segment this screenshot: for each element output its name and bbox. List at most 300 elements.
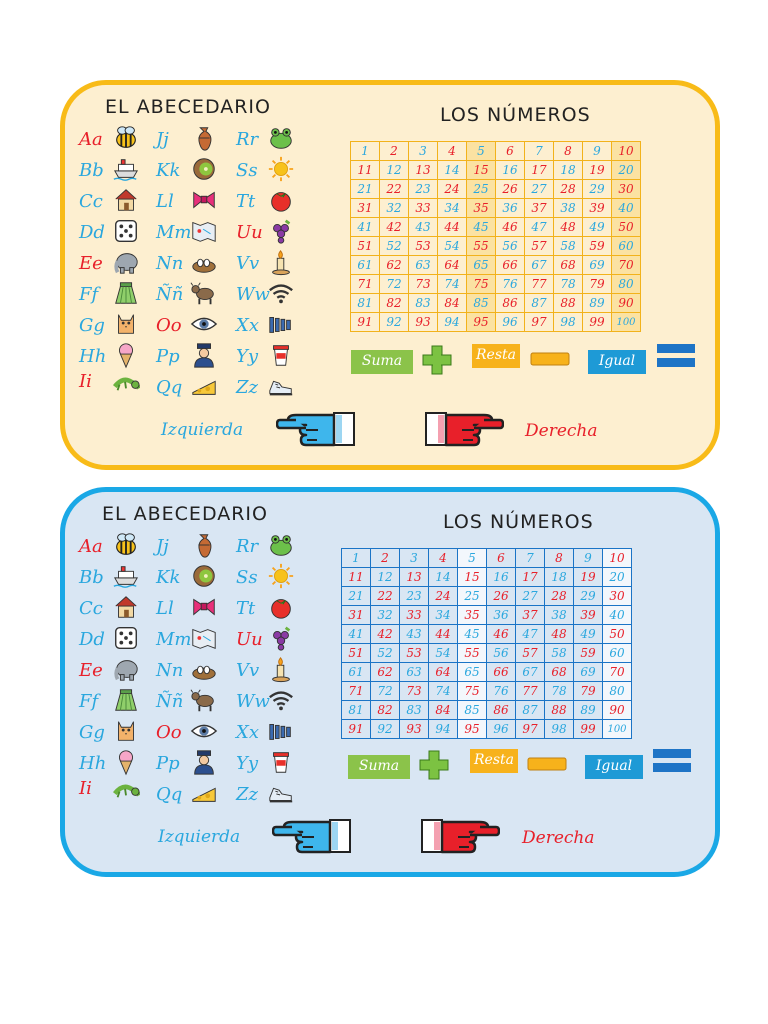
letter-gg: Gg (79, 722, 105, 743)
number-cell: 72 (371, 682, 400, 701)
eye-icon (190, 310, 218, 338)
number-cell: 20 (603, 568, 632, 587)
number-cell: 59 (574, 644, 603, 663)
number-cell: 36 (496, 199, 525, 218)
letter-dd: Dd (79, 222, 105, 243)
number-cell: 49 (574, 625, 603, 644)
cheese-icon (190, 779, 218, 807)
number-cell: 84 (429, 701, 458, 720)
police-icon (190, 341, 218, 369)
number-cell: 89 (574, 701, 603, 720)
letter-qq: Qq (156, 377, 183, 398)
number-cell: 14 (429, 568, 458, 587)
letter-rr: Rr (236, 129, 259, 150)
grid-row (351, 256, 641, 275)
number-cell: 80 (612, 275, 641, 294)
right-hand-icon (420, 816, 500, 860)
skirt-icon (112, 686, 140, 714)
number-cell: 1 (351, 142, 380, 161)
number-cell: 17 (516, 568, 545, 587)
number-cell: 28 (554, 180, 583, 199)
number-cell: 40 (612, 199, 641, 218)
number-cell: 10 (603, 549, 632, 568)
letter-tt: Tt (236, 191, 256, 212)
letter-pp: Pp (156, 346, 180, 367)
numbers-title: LOS NÚMEROS (443, 511, 594, 533)
letter-hh: Hh (79, 753, 107, 774)
number-cell: 92 (371, 720, 400, 739)
number-cell: 2 (371, 549, 400, 568)
number-cell: 26 (487, 587, 516, 606)
cheese-icon (190, 372, 218, 400)
letter-cc: Cc (79, 191, 103, 212)
number-cell: 65 (467, 256, 496, 275)
number-cell: 64 (429, 663, 458, 682)
number-cell: 58 (554, 237, 583, 256)
number-cell: 28 (545, 587, 574, 606)
letter-vv: Vv (236, 660, 260, 681)
number-cell: 75 (467, 275, 496, 294)
letter-yy: Yy (236, 753, 259, 774)
number-cell: 70 (603, 663, 632, 682)
number-cell: 2 (380, 142, 409, 161)
number-cell: 92 (380, 313, 409, 332)
number-cell: 45 (467, 218, 496, 237)
letter-ññ: Ññ (156, 284, 184, 305)
number-cell: 96 (487, 720, 516, 739)
number-cell: 3 (400, 549, 429, 568)
letter-qq: Qq (156, 784, 183, 805)
police-icon (190, 748, 218, 776)
vase-icon (190, 531, 218, 559)
number-cell: 97 (525, 313, 554, 332)
number-cell: 51 (351, 237, 380, 256)
number-cell: 90 (612, 294, 641, 313)
iguana-icon (112, 366, 140, 394)
cat-icon (112, 717, 140, 745)
grid-row (351, 199, 641, 218)
number-cell: 91 (351, 313, 380, 332)
nest-icon (190, 248, 218, 276)
grid-row (351, 313, 641, 332)
number-cell: 18 (554, 161, 583, 180)
number-cell: 99 (574, 720, 603, 739)
number-cell: 20 (612, 161, 641, 180)
skirt-icon (112, 279, 140, 307)
number-cell: 68 (554, 256, 583, 275)
kiwi-icon (190, 155, 218, 183)
grapes-icon (267, 217, 295, 245)
equals-icon (652, 747, 692, 775)
number-cell: 82 (371, 701, 400, 720)
number-cell: 63 (409, 256, 438, 275)
number-cell: 58 (545, 644, 574, 663)
number-cell: 35 (467, 199, 496, 218)
number-cell: 12 (371, 568, 400, 587)
letter-ff: Ff (79, 691, 99, 712)
ship-icon (112, 562, 140, 590)
map-icon (190, 217, 218, 245)
xylophone-icon (267, 310, 295, 338)
number-cell: 37 (516, 606, 545, 625)
number-cell: 90 (603, 701, 632, 720)
number-cell: 83 (400, 701, 429, 720)
bow-icon (190, 186, 218, 214)
number-cell: 79 (583, 275, 612, 294)
number-cell: 49 (583, 218, 612, 237)
house-icon (112, 593, 140, 621)
number-cell: 88 (545, 701, 574, 720)
dice-icon (112, 624, 140, 652)
number-cell: 65 (458, 663, 487, 682)
number-cell: 76 (496, 275, 525, 294)
number-cell: 85 (467, 294, 496, 313)
plus-icon (421, 344, 453, 376)
grid-row (342, 549, 632, 568)
equals-icon (656, 342, 696, 370)
number-cell: 78 (545, 682, 574, 701)
sneaker-icon (267, 372, 295, 400)
letter-ff: Ff (79, 284, 99, 305)
number-cell: 94 (429, 720, 458, 739)
bee-icon (112, 124, 140, 152)
number-cell: 19 (574, 568, 603, 587)
number-cell: 97 (516, 720, 545, 739)
ice-cream-icon (112, 341, 140, 369)
number-cell: 24 (438, 180, 467, 199)
number-cell: 62 (380, 256, 409, 275)
number-cell: 18 (545, 568, 574, 587)
frog-icon (267, 124, 295, 152)
nest-icon (190, 655, 218, 683)
tomato-icon (267, 186, 295, 214)
grid-row (342, 720, 632, 739)
number-cell: 93 (400, 720, 429, 739)
grid-row (342, 587, 632, 606)
number-cell: 12 (380, 161, 409, 180)
number-cell: 77 (525, 275, 554, 294)
number-cell: 94 (438, 313, 467, 332)
number-cell: 11 (351, 161, 380, 180)
vase-icon (190, 124, 218, 152)
number-cell: 62 (371, 663, 400, 682)
left-hand-icon (272, 816, 352, 860)
sun-icon (267, 155, 295, 183)
frog-icon (267, 531, 295, 559)
number-cell: 73 (400, 682, 429, 701)
number-cell: 69 (583, 256, 612, 275)
number-cell: 100 (612, 313, 641, 332)
number-cell: 79 (574, 682, 603, 701)
grapes-icon (267, 624, 295, 652)
number-cell: 26 (496, 180, 525, 199)
number-cell: 42 (380, 218, 409, 237)
letter-nn: Nn (156, 253, 184, 274)
number-cell: 10 (612, 142, 641, 161)
number-cell: 95 (458, 720, 487, 739)
number-cell: 5 (458, 549, 487, 568)
resta-label: Resta (470, 749, 518, 773)
alphabet-title: EL ABECEDARIO (105, 96, 271, 118)
number-cell: 88 (554, 294, 583, 313)
letter-bb: Bb (79, 567, 104, 588)
number-cell: 71 (351, 275, 380, 294)
letter-aa: Aa (79, 536, 103, 557)
number-cell: 29 (574, 587, 603, 606)
number-cell: 41 (351, 218, 380, 237)
letter-oo: Oo (156, 315, 182, 336)
grid-row (342, 663, 632, 682)
number-cell: 53 (409, 237, 438, 256)
number-cell: 43 (400, 625, 429, 644)
number-cell: 61 (351, 256, 380, 275)
number-cell: 67 (525, 256, 554, 275)
number-cell: 46 (487, 625, 516, 644)
letter-bb: Bb (79, 160, 104, 181)
number-cell: 99 (583, 313, 612, 332)
kiwi-icon (190, 562, 218, 590)
number-cell: 27 (516, 587, 545, 606)
sun-icon (267, 562, 295, 590)
xylophone-icon (267, 717, 295, 745)
grid-row (342, 644, 632, 663)
number-grid (350, 141, 641, 332)
number-cell: 33 (409, 199, 438, 218)
candle-icon (267, 248, 295, 276)
number-cell: 24 (429, 587, 458, 606)
number-cell: 52 (380, 237, 409, 256)
grid-row (342, 606, 632, 625)
number-cell: 21 (342, 587, 371, 606)
iguana-icon (112, 773, 140, 801)
number-cell: 5 (467, 142, 496, 161)
number-cell: 6 (496, 142, 525, 161)
grid-row (351, 180, 641, 199)
number-cell: 75 (458, 682, 487, 701)
number-cell: 47 (516, 625, 545, 644)
number-cell: 48 (554, 218, 583, 237)
number-cell: 85 (458, 701, 487, 720)
ice-cream-icon (112, 748, 140, 776)
number-cell: 22 (371, 587, 400, 606)
number-cell: 86 (487, 701, 516, 720)
number-cell: 87 (525, 294, 554, 313)
grid-row (351, 218, 641, 237)
number-cell: 71 (342, 682, 371, 701)
number-cell: 30 (603, 587, 632, 606)
letter-ss: Ss (236, 567, 258, 588)
number-cell: 39 (574, 606, 603, 625)
letter-ii: Ii (79, 371, 92, 392)
number-cell: 19 (583, 161, 612, 180)
ship-icon (112, 155, 140, 183)
number-cell: 39 (583, 199, 612, 218)
letter-xx: Xx (236, 315, 259, 336)
number-cell: 44 (438, 218, 467, 237)
number-cell: 13 (409, 161, 438, 180)
number-cell: 86 (496, 294, 525, 313)
number-cell: 77 (516, 682, 545, 701)
number-cell: 98 (545, 720, 574, 739)
letter-oo: Oo (156, 722, 182, 743)
igual-label: Igual (585, 755, 643, 779)
number-grid (341, 548, 632, 739)
candle-icon (267, 655, 295, 683)
yogurt-icon (267, 748, 295, 776)
number-cell: 87 (516, 701, 545, 720)
letter-cc: Cc (79, 598, 103, 619)
number-cell: 45 (458, 625, 487, 644)
number-cell: 15 (458, 568, 487, 587)
dice-icon (112, 217, 140, 245)
number-cell: 52 (371, 644, 400, 663)
number-cell: 95 (467, 313, 496, 332)
letter-mm: Mm (156, 629, 192, 650)
minus-icon (527, 756, 567, 770)
grid-row (342, 568, 632, 587)
letter-ww: Ww (236, 691, 270, 712)
number-cell: 50 (612, 218, 641, 237)
number-cell: 23 (409, 180, 438, 199)
number-cell: 80 (603, 682, 632, 701)
number-cell: 60 (612, 237, 641, 256)
sneaker-icon (267, 779, 295, 807)
resta-label: Resta (472, 344, 520, 368)
letter-vv: Vv (236, 253, 260, 274)
number-cell: 17 (525, 161, 554, 180)
number-cell: 4 (429, 549, 458, 568)
number-cell: 36 (487, 606, 516, 625)
grid-row (351, 142, 641, 161)
tomato-icon (267, 593, 295, 621)
letter-ii: Ii (79, 778, 92, 799)
wifi-icon (267, 279, 295, 307)
number-cell: 66 (496, 256, 525, 275)
number-cell: 7 (516, 549, 545, 568)
number-cell: 55 (467, 237, 496, 256)
letter-yy: Yy (236, 346, 259, 367)
letter-dd: Dd (79, 629, 105, 650)
yogurt-icon (267, 341, 295, 369)
grid-row (351, 294, 641, 313)
number-cell: 69 (574, 663, 603, 682)
plus-icon (418, 749, 450, 781)
igual-label: Igual (588, 350, 646, 374)
number-cell: 55 (458, 644, 487, 663)
wifi-icon (267, 686, 295, 714)
number-cell: 68 (545, 663, 574, 682)
letter-ññ: Ññ (156, 691, 184, 712)
gnu-icon (190, 686, 218, 714)
letter-zz: Zz (236, 377, 258, 398)
letter-ss: Ss (236, 160, 258, 181)
number-cell: 31 (351, 199, 380, 218)
house-icon (112, 186, 140, 214)
letter-ll: Ll (156, 191, 174, 212)
number-cell: 40 (603, 606, 632, 625)
number-cell: 82 (380, 294, 409, 313)
number-cell: 11 (342, 568, 371, 587)
number-cell: 74 (438, 275, 467, 294)
letter-ll: Ll (156, 598, 174, 619)
number-cell: 56 (496, 237, 525, 256)
right-hand-icon (424, 409, 504, 453)
number-cell: 66 (487, 663, 516, 682)
number-cell: 9 (574, 549, 603, 568)
number-cell: 93 (409, 313, 438, 332)
letter-aa: Aa (79, 129, 103, 150)
letter-jj: Jj (156, 129, 169, 150)
letter-rr: Rr (236, 536, 259, 557)
number-cell: 16 (487, 568, 516, 587)
letter-mm: Mm (156, 222, 192, 243)
letter-ww: Ww (236, 284, 270, 305)
letter-kk: Kk (156, 567, 181, 588)
number-cell: 37 (525, 199, 554, 218)
numbers-title: LOS NÚMEROS (440, 104, 591, 126)
letter-ee: Ee (79, 253, 103, 274)
number-cell: 100 (603, 720, 632, 739)
elephant-icon (112, 655, 140, 683)
number-cell: 96 (496, 313, 525, 332)
number-cell: 4 (438, 142, 467, 161)
number-cell: 81 (342, 701, 371, 720)
number-cell: 54 (438, 237, 467, 256)
number-cell: 9 (583, 142, 612, 161)
suma-label: Suma (348, 755, 410, 779)
elephant-icon (112, 248, 140, 276)
grid-row (342, 625, 632, 644)
number-cell: 3 (409, 142, 438, 161)
number-cell: 34 (438, 199, 467, 218)
letter-kk: Kk (156, 160, 181, 181)
number-cell: 7 (525, 142, 554, 161)
number-cell: 16 (496, 161, 525, 180)
letter-jj: Jj (156, 536, 169, 557)
number-cell: 81 (351, 294, 380, 313)
number-cell: 74 (429, 682, 458, 701)
number-cell: 22 (380, 180, 409, 199)
number-cell: 59 (583, 237, 612, 256)
number-cell: 51 (342, 644, 371, 663)
number-cell: 56 (487, 644, 516, 663)
number-cell: 67 (516, 663, 545, 682)
letter-zz: Zz (236, 784, 258, 805)
right-label: Derecha (522, 828, 595, 848)
number-cell: 8 (545, 549, 574, 568)
number-cell: 6 (487, 549, 516, 568)
number-cell: 14 (438, 161, 467, 180)
left-hand-icon (276, 409, 356, 453)
number-cell: 98 (554, 313, 583, 332)
number-cell: 73 (409, 275, 438, 294)
letter-uu: Uu (236, 629, 263, 650)
number-cell: 91 (342, 720, 371, 739)
letter-pp: Pp (156, 753, 180, 774)
number-cell: 27 (525, 180, 554, 199)
grid-row (351, 275, 641, 294)
number-cell: 47 (525, 218, 554, 237)
number-cell: 29 (583, 180, 612, 199)
number-cell: 34 (429, 606, 458, 625)
number-cell: 38 (554, 199, 583, 218)
number-cell: 25 (467, 180, 496, 199)
number-cell: 25 (458, 587, 487, 606)
letter-nn: Nn (156, 660, 184, 681)
number-cell: 1 (342, 549, 371, 568)
minus-icon (530, 351, 570, 365)
alphabet-title: EL ABECEDARIO (102, 503, 268, 525)
